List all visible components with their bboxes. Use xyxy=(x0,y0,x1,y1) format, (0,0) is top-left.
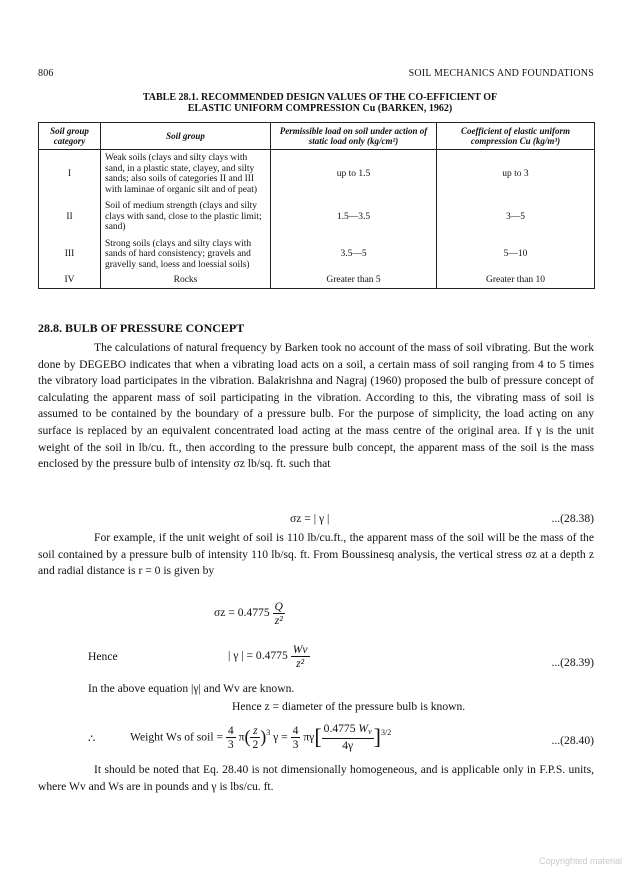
table-cell: Greater than 5 xyxy=(271,273,437,288)
table-cell: I xyxy=(39,150,101,199)
page-header xyxy=(38,68,594,82)
table-caption xyxy=(60,92,580,114)
table-header-cell: Soil group xyxy=(101,123,271,150)
table-cell: II xyxy=(39,198,101,236)
table-header-cell: Coefficient of elastic uniform compression Cu (kg/m³) xyxy=(437,123,595,150)
data-table xyxy=(38,122,595,289)
paragraph-text: In the above equation |γ| and Wv are known. xyxy=(88,682,295,695)
table-cell: 3—5 xyxy=(437,198,595,236)
paragraph-text: The calculations of natural frequency by Barken took no account of the mass of soil vibrating. But the work done by DEGEBO indicates that when a vibrating load acts on a soil, a certain mass of soil ranging from 4 to 5 times the vibratory load participates in the vibration. Balakrishna and Nagraj (1960) proposed the bulb of pressure concept of calculating the apparent mass of soil participating in the vibration. According to this, the vibrating mass of soil is assumed to be contained by the boundary of a pressure bulb. For the purpose of simplicity, the load acting on any surface is replaced by an equivalent concentrated load acting at the mass centre of the original area. If γ is the unit weight of the soil in lb/cu. ft., then according to the pressure bulb concept, the apparent mass of the soil is the mass enclosed by the pressure bulb of intensity σz lb/sq. ft. such that xyxy=(38,341,595,471)
table-cell: 3.5—5 xyxy=(271,236,437,274)
equation-number: ...(28.38) xyxy=(551,512,594,525)
equation-number: ...(28.40) xyxy=(551,734,594,747)
fraction: $\frac{4}{3}$ xyxy=(292,723,299,751)
table-header-cell: Soil group category xyxy=(39,123,101,150)
numerator: Wv xyxy=(292,643,308,656)
table-row xyxy=(39,198,595,236)
fraction xyxy=(291,643,310,670)
equation-28-39 xyxy=(228,643,310,670)
equation-28-40: Weight Ws of soil = $\frac{4}{3}$ π( $\frac{z}{2}$ )$^3$ γ = $\frac{4}{3}$ πγ[ $\frac{0.4775 W_v}{4\gamma}$ ]$^{3/2}$ xyxy=(130,722,392,752)
table-cell: 1.5—3.5 xyxy=(271,198,437,236)
denominator: z² xyxy=(274,614,283,627)
equation-lhs: Weight Ws of soil = xyxy=(130,730,223,744)
table-header-cell: Permissible load on soil under action of static load only (kg/cm²) xyxy=(271,123,437,150)
fraction: $\frac{0.4775 W_v}{4\gamma}$ xyxy=(323,722,372,752)
table-cell: III xyxy=(39,236,101,274)
table-cell: up to 1.5 xyxy=(271,150,437,199)
denominator: z² xyxy=(296,657,305,670)
fraction: $\frac{z}{2}$ xyxy=(252,723,259,751)
equation-number: ...(28.39) xyxy=(551,656,594,669)
table-cell: up to 3 xyxy=(437,150,595,199)
table-cell: IV xyxy=(39,273,101,288)
equation-28-38: σz = | γ | xyxy=(290,512,330,525)
equation-boussinesq xyxy=(214,600,285,627)
table-row xyxy=(39,150,595,199)
paragraph-text: It should be noted that Eq. 28.40 is not dimensionally homogeneous, and is applicable only in F.P.S. units, where Wv and Ws are in pounds and γ is lbs/cu. ft. xyxy=(38,763,594,793)
table-cell: Weak soils (clays and silty clays with sand, in a plastic state, clayey, and silty sands; also soils of categories II and III with laminae of organic silt and of peat) xyxy=(101,150,271,199)
table-caption-line2: ELASTIC UNIFORM COMPRESSION Cu (BARKEN, 1962) xyxy=(187,103,453,114)
table-cell: Strong soils (clays and silty clays with sands of hard consistency; gravels and gravelly sand, loess and loessial soils) xyxy=(101,236,271,274)
paragraph xyxy=(38,530,594,580)
paragraph-text: For example, if the unit weight of soil is 110 lb/cu.ft., the apparent mass of the soil will be the mass of the soil contained by a pressure bulb of intensity 110 lb/sq. ft. From Boussinesq analysis, the vertical stress σz at a depth z and radial distance is r = 0 is given by xyxy=(38,531,594,578)
table-row xyxy=(39,236,595,274)
table-cell: Greater than 10 xyxy=(437,273,595,288)
page-number: 806 xyxy=(38,68,54,79)
table-caption-line1: TABLE 28.1. RECOMMENDED DESIGN VALUES OF THE CO-EFFICIENT OF xyxy=(142,92,498,103)
table-cell: Rocks xyxy=(101,273,271,288)
equation-lhs: | γ | = 0.4775 xyxy=(228,649,288,663)
fraction: $\frac{4}{3}$ xyxy=(227,723,234,751)
paragraph-text: Hence z = diameter of the pressure bulb is known. xyxy=(232,700,466,713)
hence-label: Hence xyxy=(88,650,118,663)
table-cell: 5—10 xyxy=(437,236,595,274)
table-cell: Soil of medium strength (clays and silty clays with sand, close to the plastic limit; sand) xyxy=(101,198,271,236)
table-row xyxy=(39,273,595,288)
fraction xyxy=(273,600,285,627)
numerator: Q xyxy=(274,600,283,613)
section-heading: 28.8. BULB OF PRESSURE CONCEPT xyxy=(38,321,245,335)
running-title: SOIL MECHANICS AND FOUNDATIONS xyxy=(408,68,594,79)
therefore-symbol: ∴ xyxy=(88,732,96,745)
paragraph xyxy=(38,762,594,795)
equation-lhs: σz = 0.4775 xyxy=(214,606,270,620)
copyright-watermark: Copyrighted material xyxy=(538,856,622,866)
table-header-row xyxy=(39,123,595,150)
paragraph xyxy=(38,340,594,473)
